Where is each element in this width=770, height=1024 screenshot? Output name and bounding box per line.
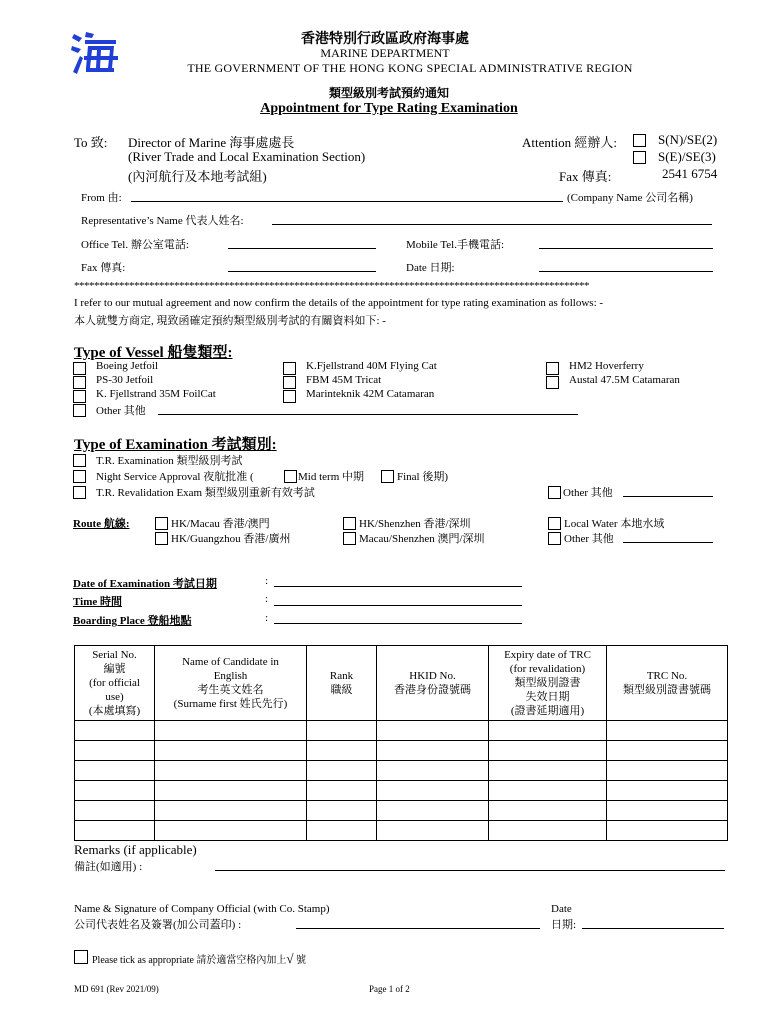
attention-se-se3-checkbox[interactable] (633, 151, 646, 164)
company-name-label: (Company Name 公司名稱) (567, 192, 693, 204)
office-tel-field[interactable] (228, 248, 376, 249)
tick-note: Please tick as appropriate 請於適當空格內加上√ 號 (92, 951, 307, 966)
signature-label-english: Name & Signature of Company Official (with Co. Stamp) (74, 903, 330, 915)
exam-other-checkbox[interactable] (548, 486, 561, 499)
form-title-chinese: 類型級別考試預約通知 (328, 86, 449, 100)
exam-midterm-checkbox[interactable] (284, 470, 297, 483)
vessel-flyingcat-label: K.Fjellstrand 40M Flying Cat (306, 360, 437, 372)
exam-other-field[interactable] (623, 496, 713, 497)
vessel-hoverferry-checkbox[interactable] (546, 362, 559, 375)
intro-english: I refer to our mutual agreement and now confirm the details of the appointment for type rating examination as follows: - (74, 297, 604, 309)
exam-revalidation-checkbox[interactable] (73, 486, 86, 499)
exam-date-colon: : (265, 575, 269, 587)
vessel-hoverferry-label: HM2 Hoverferry (569, 360, 644, 372)
vessel-ps30-checkbox[interactable] (73, 376, 86, 389)
candidate-table (74, 645, 728, 841)
serial-no-header: Serial No. 編號 (for official use) (本處填寫) (75, 646, 155, 721)
table-row (75, 761, 728, 781)
dept-name-chinese: 香港特別行政區政府海事處 (301, 32, 469, 47)
hkid-header: HKID No. 香港身份證號碼 (377, 646, 489, 721)
route-local-water-label: Local Water 本地水域 (564, 518, 665, 530)
route-hk-shenzhen-label: HK/Shenzhen 香港/深圳 (359, 518, 471, 530)
exam-midterm-label: Mid term 中期 (298, 471, 364, 483)
vessel-austal-checkbox[interactable] (546, 376, 559, 389)
route-macau-shenzhen-label: Macau/Shenzhen 澳門/深圳 (359, 533, 485, 545)
vessel-other-field[interactable] (158, 414, 578, 415)
vessel-boeing-checkbox[interactable] (73, 362, 86, 375)
route-hk-guangzhou-label: HK/Guangzhou 香港/廣州 (171, 533, 291, 545)
vessel-flyingcat-checkbox[interactable] (283, 362, 296, 375)
exam-tr-label: T.R. Examination 類型級別考試 (96, 455, 243, 467)
exam-time-label: Time 時間 (73, 596, 122, 608)
table-row (75, 821, 728, 841)
exam-date-label: Date of Examination 考試日期 (73, 578, 217, 590)
intro-chinese: 本人就雙方商定, 現致函確定預約類型級別考試的有關資料如下: - (74, 315, 386, 327)
table-row (75, 741, 728, 761)
signature-field[interactable] (296, 928, 540, 929)
route-macau-shenzhen-checkbox[interactable] (343, 532, 356, 545)
mobile-tel-field[interactable] (539, 248, 713, 249)
representative-name-field[interactable] (272, 224, 712, 225)
form-number: MD 691 (Rev 2021/09) (74, 984, 159, 994)
table-header-row (75, 646, 728, 721)
table-row (75, 801, 728, 821)
vessel-ps30-label: PS-30 Jetfoil (96, 374, 154, 386)
representative-name-label: Representative’s Name 代表人姓名: (81, 215, 244, 227)
signature-label-chinese: 公司代表姓名及簽署(加公司蓋印) : (74, 919, 242, 931)
attention-label: Attention 經辦人: (522, 135, 617, 150)
vessel-other-checkbox[interactable] (73, 404, 86, 417)
vessel-tricat-checkbox[interactable] (283, 376, 296, 389)
trc-no-header: TRC No. 類型級別證書號碼 (607, 646, 728, 721)
date-label: Date 日期: (406, 262, 455, 274)
to-line-1: Director of Marine 海事處處長 (128, 135, 295, 150)
exam-time-colon: : (265, 593, 269, 605)
from-label: From 由: (81, 192, 122, 204)
vessel-foilcat-checkbox[interactable] (73, 390, 86, 403)
route-local-water-checkbox[interactable] (548, 517, 561, 530)
to-line-3: (內河航行及本地考試組) (128, 169, 267, 184)
route-other-checkbox[interactable] (548, 532, 561, 545)
remarks-field[interactable] (215, 870, 725, 871)
fax-label: Fax 傳真: (559, 169, 612, 184)
route-other-field[interactable] (623, 542, 713, 543)
company-name-field[interactable] (131, 201, 563, 202)
vessel-marinteknik-checkbox[interactable] (283, 390, 296, 403)
government-name: THE GOVERNMENT OF THE HONG KONG SPECIAL ADMINISTRATIVE REGION (187, 61, 633, 75)
fax-number: 2541 6754 (662, 166, 718, 181)
vessel-other-label: Other 其他 (96, 405, 146, 417)
vessel-austal-label: Austal 47.5M Catamaran (569, 374, 680, 386)
exam-time-field[interactable] (274, 605, 522, 606)
signature-date-label-english: Date (551, 903, 572, 915)
exam-final-label: Final 後期) (397, 471, 449, 483)
office-tel-label: Office Tel. 辦公室電話: (81, 239, 189, 251)
exam-tr-checkbox[interactable] (73, 454, 86, 467)
rank-header: Rank 職級 (307, 646, 377, 721)
vessel-marinteknik-label: Marinteknik 42M Catamaran (306, 388, 435, 400)
route-other-label: Other 其他 (564, 533, 614, 545)
remarks-label-english: Remarks (if applicable) (74, 842, 197, 857)
exam-night-label: Night Service Approval 夜航批准 ( (96, 471, 254, 483)
to-label: To 致: (74, 135, 108, 150)
attention-sn-se2-checkbox[interactable] (633, 134, 646, 147)
attention-sn-se2-label: S(N)/SE(2) (658, 132, 718, 147)
to-line-2: (River Trade and Local Examination Section) (128, 149, 366, 164)
route-hk-guangzhou-checkbox[interactable] (155, 532, 168, 545)
page-number: Page 1 of 2 (369, 984, 410, 994)
divider-stars: ******************************************************************************************************* (74, 280, 589, 292)
exam-night-checkbox[interactable] (73, 470, 86, 483)
route-hk-macau-checkbox[interactable] (155, 517, 168, 530)
check-mark-icon: √ (286, 951, 294, 966)
from-fax-label: Fax 傳真: (81, 262, 126, 274)
date-field[interactable] (539, 271, 713, 272)
vessel-foilcat-label: K. Fjellstrand 35M FoilCat (96, 388, 216, 400)
vessel-boeing-label: Boeing Jetfoil (96, 360, 159, 372)
from-fax-field[interactable] (228, 271, 376, 272)
table-row (75, 781, 728, 801)
exam-other-label: Other 其他 (563, 487, 613, 499)
trc-expiry-header: Expiry date of TRC (for revalidation) 類型級別證書 失效日期 (證書延期適用) (489, 646, 607, 721)
dept-name-english: MARINE DEPARTMENT (320, 46, 450, 60)
boarding-place-colon: : (265, 612, 269, 624)
mobile-tel-label: Mobile Tel.手機電話: (406, 239, 505, 251)
exam-revalidation-label: T.R. Revalidation Exam 類型級別重新有效考試 (96, 487, 315, 499)
exam-final-checkbox[interactable] (381, 470, 394, 483)
exam-heading: Type of Examination 考試類別: (74, 437, 277, 453)
remarks-label-chinese: 備註(如適用) : (74, 861, 143, 873)
form-title-english: Appointment for Type Rating Examination (260, 101, 518, 116)
route-hk-macau-label: HK/Macau 香港/澳門 (171, 518, 270, 530)
signature-date-field[interactable] (582, 928, 724, 929)
route-hk-shenzhen-checkbox[interactable] (343, 517, 356, 530)
table-row (75, 721, 728, 741)
boarding-place-label: Boarding Place 登船地點 (73, 615, 192, 627)
vessel-heading: Type of Vessel 船隻類型: (74, 345, 233, 361)
route-label: Route 航線: (73, 518, 130, 530)
exam-date-field[interactable] (274, 586, 522, 587)
boarding-place-field[interactable] (274, 623, 522, 624)
attention-se-se3-label: S(E)/SE(3) (658, 149, 716, 164)
vessel-tricat-label: FBM 45M Tricat (306, 374, 382, 386)
candidate-name-header: Name of Candidate in English 考生英文姓名 (Surname first 姓氏先行) (155, 646, 307, 721)
tick-example-box (74, 950, 88, 964)
signature-date-label-chinese: 日期: (551, 919, 577, 931)
